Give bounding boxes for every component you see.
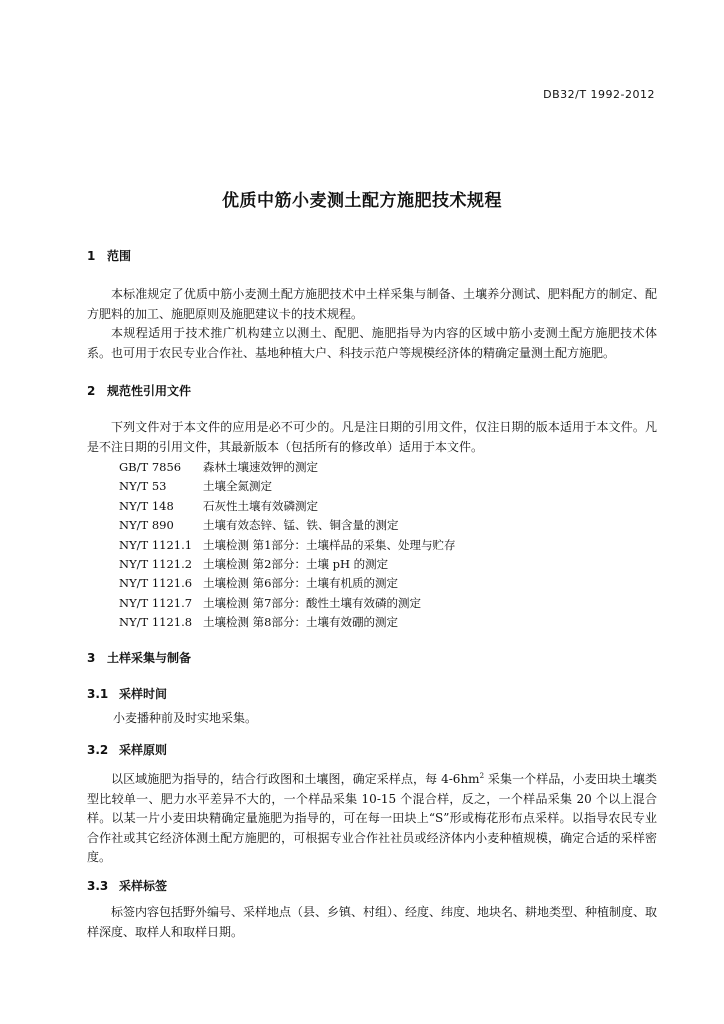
paragraph-text-start: 以区域施肥为指导的，结合行政图和土壤图，确定采样点，每 4-6hm — [111, 772, 480, 786]
reference-code: NY/T 890 — [119, 518, 174, 533]
section-number: 2 — [87, 384, 96, 398]
reference-item — [119, 594, 455, 613]
reference-title: 土壤检测 第8部分：土壤有效硼的测定 — [203, 615, 398, 630]
reference-title: 土壤检测 第6部分：土壤有机质的测定 — [203, 576, 398, 591]
reference-code: NY/T 1121.8 — [119, 615, 193, 630]
section-number: 1 — [87, 249, 96, 263]
section-title: 采样标签 — [119, 879, 168, 893]
reference-item — [119, 458, 455, 477]
section-3-3-paragraph: 标签内容包括野外编号、采样地点（县、乡镇、村组）、经度、纬度、地块名、耕地类型、种植制度、取样深度、取样人和取样日期。 — [87, 905, 658, 939]
section-number: 3 — [87, 651, 96, 665]
section-2-heading — [87, 382, 191, 399]
section-3-1-text: 小麦播种前及时实地采集。 — [113, 711, 258, 725]
section-3-heading — [87, 649, 191, 666]
reference-code: NY/T 1121.7 — [119, 595, 193, 610]
reference-code: NY/T 148 — [119, 498, 174, 513]
area-unit-superscript: 2 — [479, 772, 485, 780]
section-title: 范围 — [107, 249, 132, 263]
section-title: 采样原则 — [119, 743, 168, 757]
reference-title: 土壤检测 第1部分：土壤样品的采集、处理与贮存 — [203, 537, 456, 552]
reference-item — [119, 477, 455, 496]
reference-title: 土壤检测 第2部分：土壤 pH 的测定 — [203, 556, 389, 571]
reference-item — [119, 613, 455, 632]
reference-code: NY/T 1121.6 — [119, 576, 193, 591]
reference-title: 石灰性土壤有效磷测定 — [203, 498, 318, 513]
reference-code: GB/T 7856 — [119, 460, 182, 474]
reference-item — [119, 555, 455, 574]
section-number: 3.1 — [87, 687, 109, 701]
reference-title: 森林土壤速效钾的测定 — [203, 460, 318, 474]
section-2-paragraph: 下列文件对于本文件的应用是必不可少的。凡是注日期的引用文件，仅注日期的版本适用于本文件。凡是不注日期的引用文件，其最新版本（包括所有的修改单）适用于本文件。 — [87, 420, 657, 454]
section-3-3-heading — [87, 877, 167, 894]
reference-title: 土壤检测 第7部分：酸性土壤有效磷的测定 — [203, 595, 421, 610]
reference-item — [119, 536, 455, 555]
document-title: 优质中筋小麦测土配方施肥技术规程 — [222, 191, 502, 211]
section-title: 规范性引用文件 — [107, 384, 192, 398]
section-3-2-paragraph — [87, 767, 657, 868]
section-number: 3.2 — [87, 743, 109, 757]
reference-code: NY/T 1121.1 — [119, 537, 193, 552]
reference-item — [119, 574, 455, 593]
section-1-heading — [87, 247, 131, 264]
reference-title: 土壤全氮测定 — [203, 479, 272, 494]
standard-code: DB32/T 1992-2012 — [543, 88, 655, 101]
section-3-1-heading — [87, 685, 167, 702]
paragraph-text-end: 采集一个样品，小麦田块土壤类型比较单一、肥力水平差异不大的，一个样品采集 10-15 个混合样，反之，一个样品采集 20 个以上混合样。以某一片小麦田块精确定量施肥为指导的，可在每一田块上“S”形或梅花形布点采样。以指导农民专业合作社或其它经济体测土配方施肥的，可根据专业合作社社员或经济体内小麦种植规模，确定合适的采样密度。 — [87, 772, 657, 864]
reference-item — [119, 516, 455, 535]
reference-item — [119, 497, 455, 516]
reference-code: NY/T 53 — [119, 479, 167, 494]
section-number: 3.3 — [87, 879, 109, 893]
section-3-2-heading — [87, 741, 167, 758]
section-1-paragraph-1: 本标准规定了优质中筋小麦测土配方施肥技术中土样采集与制备、土壤养分测试、肥料配方的制定、配方肥料的加工、施肥原则及施肥建议卡的技术规程。 — [87, 287, 657, 321]
section-title: 采样时间 — [119, 687, 168, 701]
section-1-paragraph-2: 本规程适用于技术推广机构建立以测土、配肥、施肥指导为内容的区域中筋小麦测土配方施肥技术体系。也可用于农民专业合作社、基地种植大户、科技示范户等规模经济体的精确定量测土配方施肥。 — [87, 326, 657, 360]
section-title: 土样采集与制备 — [107, 651, 192, 665]
reference-code: NY/T 1121.2 — [119, 556, 193, 571]
reference-title: 土壤有效态锌、锰、铁、铜含量的测定 — [203, 518, 399, 533]
normative-references-list — [119, 458, 455, 633]
